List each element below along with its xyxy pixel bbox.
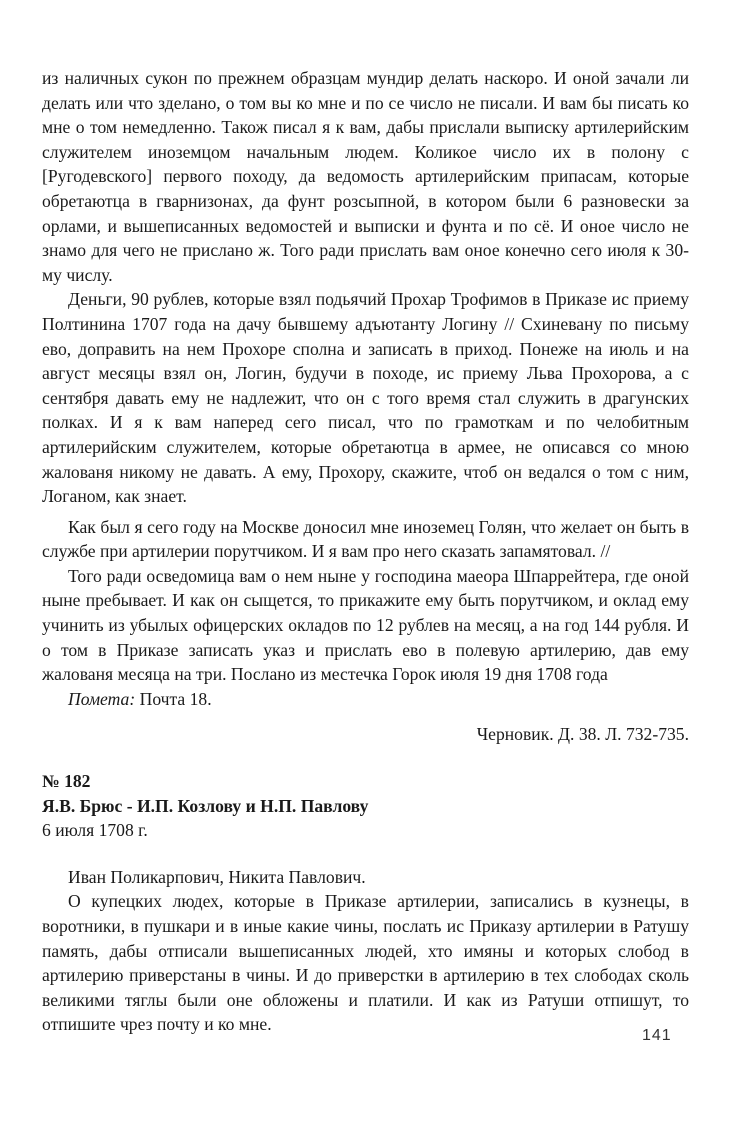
- document-header: [42, 769, 689, 843]
- salutation: Иван Поликарпович, Никита Павлович.: [68, 866, 366, 887]
- pometa-line: [42, 687, 689, 712]
- paragraph: из наличных сукон по прежнем образцам мундир делать наскоро. И оной зачали ли делать или что зделано, о том вы ко мне и по се число не писали. И вам бы писать ко мне о том немедленно. Також писал я к вам, дабы прислали выписку артилерийским служителем иноземцом начальным людем. Коликое число их в полону с [Ругодевского] первого походу, да ведомость артилерийским припасам, которые обретаютца в гварнизонах, да фунт розсыпной, в котором были 6 разновески за орлами, и вышеписанных ведомостей и выписки и фунта и по сё. И оное число не знамо для чего не прислано ж. Того ради прислать вам оное конечно сего июля к 30-му числу.: [42, 68, 689, 285]
- source-note: Черновик. Д. 38. Л. 732-735.: [476, 724, 689, 745]
- pometa-label: Помета:: [68, 688, 136, 709]
- letter-body-top: [42, 66, 689, 687]
- document-page: [42, 66, 689, 1037]
- paragraph: Того ради осведомица вам о нем ныне у господина маеора Шпаррейтера, где оной ныне пребывает. И как он сыщется, то прикажите ему быть порутчиком, и оклад ему учинить из убылых офицерских окладов по 12 рублев на месяц, а на год 144 рубля. И о том в Приказе записать указ и прислать ево в полевую артилерию, дав ему жалованя месяца на три. Послано из местечка Горок июля 19 дня 1708 года: [42, 565, 689, 685]
- pometa-text: Почта 18.: [135, 688, 212, 709]
- paragraph: Как был я сего году на Москве доносил мне иноземец Голян, что желает он быть в службе при артилерии порутчиком. И я вам про него сказать запамятовал. //: [42, 516, 689, 562]
- document-date: 6 июля 1708 г.: [42, 820, 148, 841]
- letter-body-bottom: [42, 889, 689, 1037]
- document-title: Я.В. Брюс - И.П. Козлову и Н.П. Павлову: [42, 795, 369, 816]
- page-number: 141: [642, 1027, 672, 1044]
- paragraph: Деньги, 90 рублев, которые взял подьячий Прохар Трофимов в Приказе ис приему Полтинина 1707 года на дачу бывшему адъютанту Логину // Схиневану по письму ево, доправить на нем Прохоре сполна и записать в приход. Понеже на июль и на август месяцы взял он, Логин, будучи в походе, ис приему Льва Прохорова, а с сентября давать ему не надлежит, что он с того время стал служить в драгунских полках. И я к вам наперед сего писал, что по грамоткам и по челобитным артилерийским служителем, которые обретаютца в армее, не описався со мною жалованя никому не давать. А ему, Прохору, скажите, чтоб он ведался о том с ним, Логаном, как знает.: [42, 289, 689, 507]
- document-number: № 182: [42, 771, 91, 792]
- paragraph: О купецких людех, которые в Приказе артилерии, записались в кузнецы, в воротники, в пушкари и в иные какие чины, послать ис Приказу артилерии в Ратушу память, дабы отписали вышеписанных людей, хто имяны и которых слобод в артилерию приверстаны в чины. И до приверстки в артилерию в тех слободах сколь великими тяглы были оне обложены и платили. И как из Ратуши отпишут, то отпишите чрез почту и ко мне.: [42, 891, 689, 1035]
